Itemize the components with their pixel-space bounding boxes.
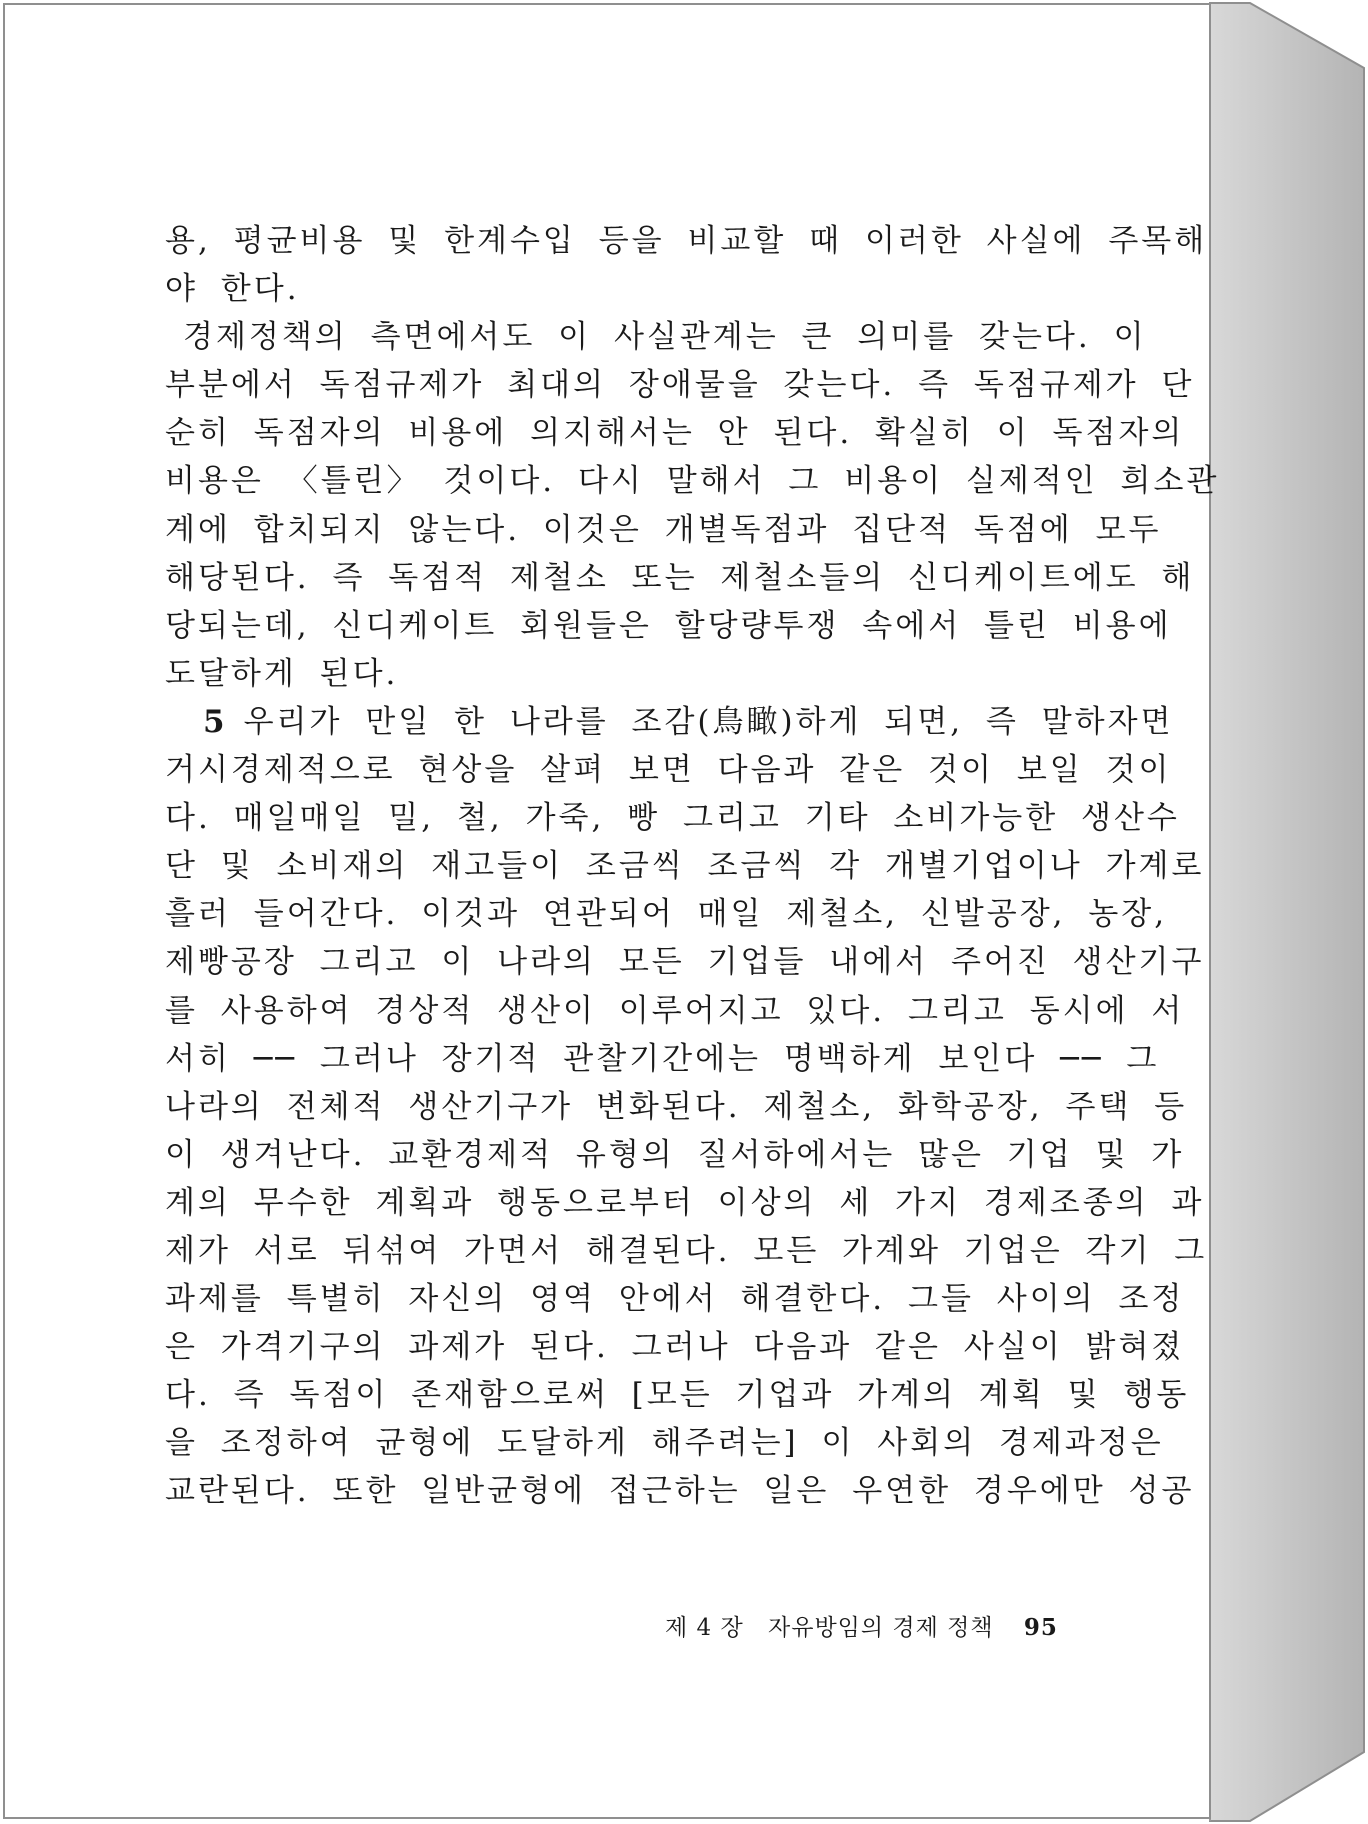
line-text: 제가 서로 뒤섞여 가면서 해결된다. 모든 가계와 기업은 각기 그	[165, 1232, 1208, 1269]
line-text: 경제정책의 측면에서도 이 사실관계는 큰 의미를 갖는다. 이	[183, 319, 1147, 356]
text-line	[165, 1419, 1164, 1467]
text-line	[165, 361, 1195, 409]
text-line	[165, 842, 1205, 890]
text-line	[165, 1035, 1160, 1083]
text-line	[165, 1275, 1185, 1323]
line-text: 이 생겨난다. 교환경제적 유형의 질서하에서는 많은 기업 및 가	[165, 1136, 1185, 1173]
text-line	[165, 1371, 1190, 1419]
line-text: 흘러 들어간다. 이것과 연관되어 매일 제철소, 신발공장, 농장,	[165, 896, 1168, 933]
line-text: 도달하게 된다.	[165, 655, 399, 692]
text-line	[165, 650, 1070, 698]
text-line	[165, 409, 1185, 457]
footer-chapter: 제 4 장	[665, 1615, 744, 1641]
line-text: 우리가 만일 한 나라를 조감(鳥瞰)하게 되면, 즉 말하자면	[243, 703, 1174, 740]
line-text: 순히 독점자의 비용에 의지해서는 안 된다. 확실히 이 독점자의	[165, 415, 1185, 452]
line-text: 은 가격기구의 과제가 된다. 그러나 다음과 같은 사실이 밝혀졌	[165, 1329, 1185, 1366]
text-line	[165, 1323, 1185, 1371]
page-number: 95	[1023, 1614, 1058, 1641]
text-line	[165, 1179, 1205, 1227]
page-footer	[665, 1609, 1058, 1642]
paragraph	[165, 217, 1208, 313]
line-text: 해당된다. 즉 독점적 제철소 또는 제철소들의 신디케이트에도 해	[165, 559, 1195, 596]
line-text: 나라의 전체적 생산기구가 변화된다. 제철소, 화학공장, 주택 등	[165, 1088, 1188, 1125]
text-line	[165, 938, 1205, 986]
text-line	[165, 313, 1147, 361]
text-line	[165, 1227, 1208, 1275]
paragraph-number: 5	[203, 703, 228, 740]
line-text: 다. 즉 독점이 존재함으로써 [모든 기업과 가계의 계획 및 행동	[165, 1377, 1190, 1414]
body-text	[165, 217, 1220, 1516]
line-text: 야 한다.	[165, 271, 300, 308]
line-text: 용, 평균비용 및 한계수입 등을 비교할 때 이러한 사실에 주목해	[165, 223, 1208, 259]
line-text: 교란된다. 또한 일반균형에 접근하는 일은 우연한 경우에만 성공	[165, 1473, 1195, 1510]
line-text: 제빵공장 그리고 이 나라의 모든 기업들 내에서 주어진 생산기구	[165, 944, 1205, 981]
line-text: 다. 매일매일 밀, 철, 가죽, 빵 그리고 기타 소비가능한 생산수	[165, 800, 1180, 837]
line-text: 거시경제적으로 현상을 살펴 보면 다음과 같은 것이 보일 것이	[165, 752, 1172, 789]
book-page	[3, 3, 1220, 1819]
footer-chapter-title: 자유방임의 경제 정책	[768, 1615, 994, 1641]
line-text: 계의 무수한 계획과 행동으로부터 이상의 세 가지 경제조종의 과	[165, 1184, 1205, 1221]
line-text: 서히 ── 그러나 장기적 관찰기간에는 명백하게 보인다 ── 그	[165, 1040, 1160, 1077]
text-line	[165, 1467, 1195, 1515]
text-line	[165, 602, 1172, 650]
text-line	[165, 794, 1180, 842]
text-line	[165, 890, 1168, 938]
line-text: 비용은 〈틀린〉 것이다. 다시 말해서 그 비용이 실제적인 희소관	[165, 463, 1220, 500]
text-line	[165, 987, 1185, 1035]
line-text: 을 조정하여 균형에 도달하게 해주려는] 이 사회의 경제과정은	[165, 1425, 1164, 1462]
text-line	[165, 554, 1195, 602]
line-text: 부분에서 독점규제가 최대의 장애물을 갖는다. 즉 독점규제가 단	[165, 367, 1195, 404]
text-line	[165, 1083, 1188, 1131]
paragraph	[165, 698, 1208, 1516]
line-text: 과제를 특별히 자신의 영역 안에서 해결한다. 그들 사이의 조정	[165, 1281, 1185, 1318]
text-line	[165, 746, 1172, 794]
text-line	[165, 1131, 1185, 1179]
line-text: 당되는데, 신디케이트 회원들은 할당량투쟁 속에서 틀린 비용에	[165, 607, 1172, 644]
text-line	[165, 506, 1162, 554]
text-line	[165, 698, 1174, 746]
line-text: 계에 합치되지 않는다. 이것은 개별독점과 집단적 독점에 모두	[165, 511, 1162, 548]
paragraph	[165, 313, 1220, 698]
text-line	[165, 457, 1220, 505]
text-line	[165, 265, 1070, 313]
line-text: 단 및 소비재의 재고들이 조금씩 조금씩 각 개별기업이나 가계로	[165, 848, 1205, 885]
line-text: 를 사용하여 경상적 생산이 이루어지고 있다. 그리고 동시에 서	[165, 992, 1185, 1029]
text-line	[165, 217, 1208, 265]
